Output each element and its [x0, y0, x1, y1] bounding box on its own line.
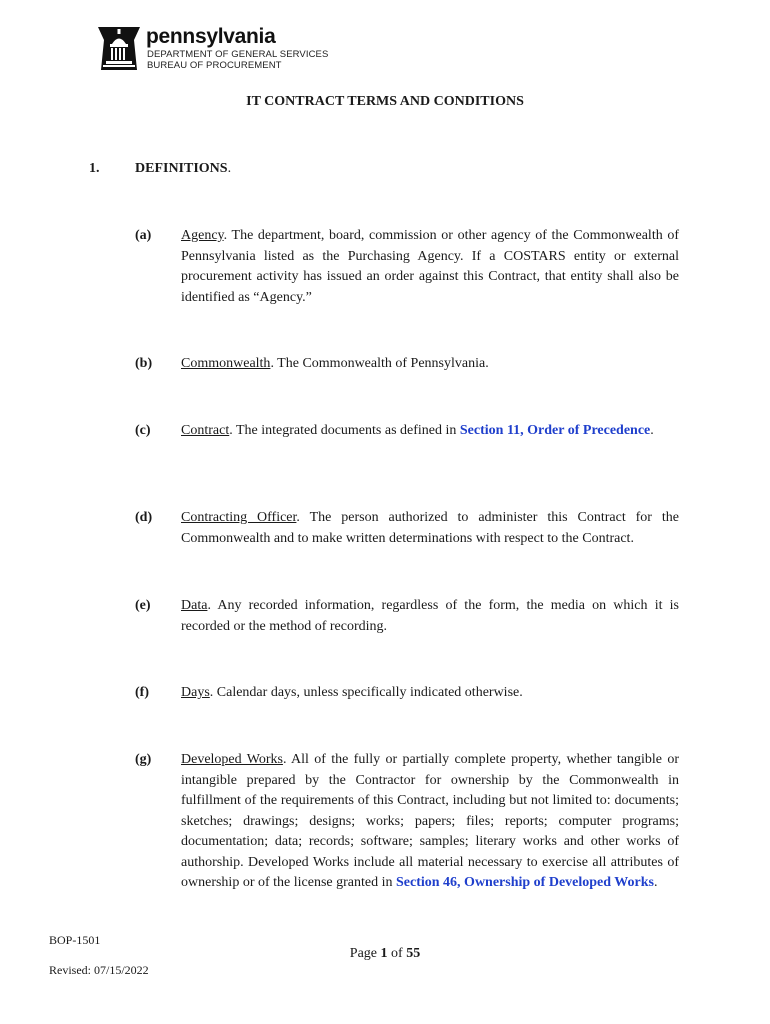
definition-text: . The department, board, commission or other agency of the Commonwealth of Pennsylvania listed as the Purchasing Agency. If a COSTARS entity or external procurement activity has issued an order against this Contract, that entity shall also be identified as “Agency.”: [181, 228, 679, 305]
definition-contracting-officer: [181, 508, 679, 549]
definition-agency: [181, 226, 679, 308]
definition-days: [181, 683, 679, 704]
revised-date: Revised: 07/15/2022: [49, 963, 149, 977]
pennsylvania-logo: [96, 24, 336, 74]
form-code: BOP-1501: [49, 933, 101, 947]
term-agency: Agency: [181, 228, 224, 243]
section-title-suffix: .: [227, 161, 232, 176]
section-title: [135, 161, 231, 177]
definition-contract: [181, 421, 679, 442]
term-contract: Contract: [181, 423, 230, 438]
page-total: 55: [406, 946, 421, 961]
definition-label-d: (d): [135, 510, 153, 525]
page-number: [0, 946, 770, 962]
definition-label-b: (b): [135, 356, 153, 371]
term-commonwealth: Commonwealth: [181, 356, 271, 371]
section-11-link[interactable]: Section 11, Order of Precedence: [459, 423, 651, 438]
section-46-link[interactable]: Section 46, Ownership of Developed Works: [396, 875, 654, 890]
definition-data: [181, 596, 679, 637]
definition-tail: .: [650, 423, 654, 438]
definition-label-c: (c): [135, 423, 151, 438]
section-number: 1.: [89, 161, 100, 176]
definition-developed-works: [181, 750, 679, 894]
document-title: IT CONTRACT TERMS AND CONDITIONS: [246, 94, 524, 109]
term-contracting-officer: Contracting Officer: [181, 510, 297, 525]
definition-text: . Any recorded information, regardless of the form, the media on which it is recorded or the method of recording.: [181, 598, 679, 634]
definition-text: . The person authorized to administer this Contract for the Commonwealth and to make written determinations with respect to the Contract.: [181, 510, 679, 546]
page-current: 1: [380, 946, 388, 961]
definition-tail: .: [653, 875, 658, 890]
definition-label-a: (a): [135, 228, 152, 243]
logo-wordmark: pennsylvania: [146, 25, 276, 48]
definition-label-g: (g): [135, 752, 152, 767]
term-data: Data: [181, 598, 208, 613]
definition-text: . Calendar days, unless specifically indicated otherwise.: [209, 685, 523, 700]
definition-label-e: (e): [135, 598, 151, 613]
page-of: of: [387, 946, 407, 961]
bureau-name: BUREAU OF PROCUREMENT: [147, 60, 282, 71]
department-name: DEPARTMENT OF GENERAL SERVICES: [147, 49, 329, 60]
term-developed-works: Developed Works: [181, 752, 283, 767]
definition-text: . The Commonwealth of Pennsylvania.: [270, 356, 489, 371]
term-days: Days: [181, 685, 210, 700]
definition-text: . The integrated documents as defined in: [229, 423, 460, 438]
definition-text: . All of the fully or partially complete property, whether tangible or intangible prepared by the Contractor for ownership by the Commonwealth in fulfillment of the requirements of this Contract, including but not limited to: documents; sketches; drawings; designs; works; papers; files; reports; computer programs; documentation; data; records; software; samples; literary works and other works of authorship. Developed Works include all material necessary to exercise all attributes of ownership or of the license granted in: [181, 752, 680, 890]
section-title-text: DEFINITIONS: [135, 161, 228, 176]
definition-label-f: (f): [135, 685, 149, 700]
keystone-capitol-icon: [96, 24, 142, 72]
page-prefix: Page: [349, 946, 381, 961]
definition-commonwealth: [181, 354, 679, 375]
